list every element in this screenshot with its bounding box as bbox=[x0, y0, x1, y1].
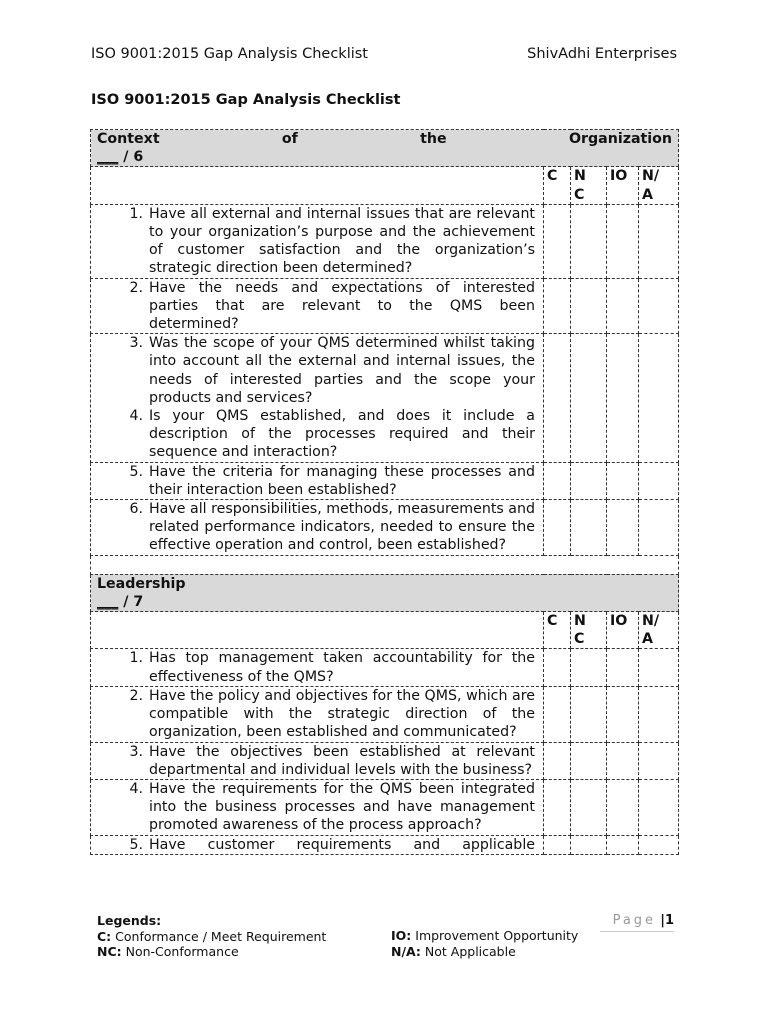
legends-title: Legends: bbox=[97, 913, 162, 928]
col-c: C bbox=[544, 612, 571, 649]
column-header-row bbox=[91, 167, 679, 204]
question-row: 5. Have the criteria for managing these processes and their interaction been established? bbox=[91, 462, 679, 499]
checkbox-c[interactable] bbox=[544, 334, 571, 462]
checkbox-na[interactable] bbox=[639, 462, 679, 499]
legends-block-2 bbox=[391, 928, 578, 959]
checkbox-na[interactable] bbox=[639, 686, 679, 742]
col-nc: N C bbox=[571, 612, 607, 649]
question-text: Is your QMS established, and does it include a description of the processes required and their sequence and interaction? bbox=[149, 408, 535, 461]
legend-nc: NC: Non-Conformance bbox=[97, 944, 239, 959]
checkbox-nc[interactable] bbox=[571, 835, 607, 854]
checkbox-c[interactable] bbox=[544, 742, 571, 779]
checklist-table bbox=[90, 129, 679, 855]
question-text: Has top management taken accountability for the effectiveness of the QMS? bbox=[149, 650, 535, 685]
checkbox-io[interactable] bbox=[607, 649, 639, 686]
question-text: Have the requirements for the QMS been integrated into the business processes and have management promoted awareness of the process approach? bbox=[149, 780, 535, 834]
col-io: IO bbox=[607, 167, 639, 204]
question-text: Have customer requirements and applicable bbox=[149, 836, 535, 853]
checkbox-io[interactable] bbox=[607, 742, 639, 779]
checkbox-na[interactable] bbox=[639, 500, 679, 556]
question-text: Have all responsibilities, methods, measurements and related performance indicators, needed to ensure the effective operation and control, been established? bbox=[149, 501, 535, 554]
checkbox-c[interactable] bbox=[544, 204, 571, 278]
question-row: 1. Has top management taken accountability for the effectiveness of the QMS? bbox=[91, 649, 679, 686]
checkbox-na[interactable] bbox=[639, 742, 679, 779]
question-row: 3. Was the scope of your QMS determined whilst taking into account all the external and internal issues, the needs of interested parties and the scope your products and services? 4. Is your QMS established, and does it include a description of the processes required and their sequence and interaction? bbox=[91, 334, 679, 462]
col-na: N/ A bbox=[639, 167, 679, 204]
checkbox-nc[interactable] bbox=[571, 278, 607, 334]
checkbox-na[interactable] bbox=[639, 835, 679, 854]
question-row: 2. Have the policy and objectives for the QMS, which are compatible with the strategic direction of the organization, been established and communicated? bbox=[91, 686, 679, 742]
question-row: 1. Have all external and internal issues that are relevant to your organization’s purpose and the achievement of customer satisfaction and the organization’s strategic direction been determined? bbox=[91, 204, 679, 278]
checkbox-io[interactable] bbox=[607, 779, 639, 835]
question-row: 4. Have the requirements for the QMS been integrated into the business processes and have management promoted awareness of the process approach? bbox=[91, 779, 679, 835]
question-row: 5. Have customer requirements and applicable bbox=[91, 835, 679, 854]
page-title: ISO 9001:2015 Gap Analysis Checklist bbox=[91, 92, 401, 108]
checkbox-io[interactable] bbox=[607, 686, 639, 742]
question-row: 3. Have the objectives been established at relevant departmental and individual levels with the business? bbox=[91, 742, 679, 779]
checkbox-na[interactable] bbox=[639, 278, 679, 334]
column-header-row bbox=[91, 612, 679, 649]
checkbox-na[interactable] bbox=[639, 779, 679, 835]
question-text: Was the scope of your QMS determined whilst taking into account all the external and internal issues, the needs of interested parties and the scope your products and services? bbox=[149, 335, 535, 406]
checkbox-io[interactable] bbox=[607, 278, 639, 334]
section-title: Context of the Organization bbox=[97, 131, 673, 147]
checkbox-c[interactable] bbox=[544, 500, 571, 556]
checkbox-c[interactable] bbox=[544, 462, 571, 499]
section-title: Leadership bbox=[97, 575, 186, 592]
section-score: ___ / 7 bbox=[97, 593, 144, 610]
col-io: IO bbox=[607, 612, 639, 649]
checkbox-nc[interactable] bbox=[571, 500, 607, 556]
legend-na: N/A: Not Applicable bbox=[391, 943, 516, 959]
spacer-row bbox=[91, 555, 679, 574]
checkbox-io[interactable] bbox=[607, 500, 639, 556]
section-header-context bbox=[91, 130, 679, 167]
checkbox-io[interactable] bbox=[607, 462, 639, 499]
legends-block bbox=[97, 913, 326, 960]
legend-c: C: Conformance / Meet Requirement bbox=[97, 928, 327, 944]
question-row: 2. Have the needs and expectations of interested parties that are relevant to the QMS been determined? bbox=[91, 278, 679, 334]
checkbox-c[interactable] bbox=[544, 649, 571, 686]
checkbox-nc[interactable] bbox=[571, 649, 607, 686]
col-na: N/ A bbox=[639, 612, 679, 649]
header-document-title: ISO 9001:2015 Gap Analysis Checklist bbox=[91, 46, 368, 62]
checkbox-nc[interactable] bbox=[571, 779, 607, 835]
checkbox-c[interactable] bbox=[544, 835, 571, 854]
legend-io: IO: Improvement Opportunity bbox=[391, 928, 579, 943]
question-text: Have the objectives been established at relevant departmental and individual levels with the business? bbox=[149, 743, 535, 778]
header-company-name: ShivAdhi Enterprises bbox=[527, 46, 677, 62]
page-number: Page |1 bbox=[600, 913, 674, 932]
question-row: 6. Have all responsibilities, methods, measurements and related performance indicators, needed to ensure the effective operation and control, been established? bbox=[91, 500, 679, 556]
checkbox-nc[interactable] bbox=[571, 334, 607, 462]
checkbox-io[interactable] bbox=[607, 835, 639, 854]
section-header-leadership bbox=[91, 574, 679, 611]
checkbox-nc[interactable] bbox=[571, 462, 607, 499]
checkbox-nc[interactable] bbox=[571, 686, 607, 742]
checkbox-na[interactable] bbox=[639, 649, 679, 686]
checkbox-c[interactable] bbox=[544, 686, 571, 742]
checkbox-c[interactable] bbox=[544, 779, 571, 835]
question-text: Have the needs and expectations of interested parties that are relevant to the QMS been determined? bbox=[149, 279, 535, 333]
checkbox-na[interactable] bbox=[639, 334, 679, 462]
question-text: Have the criteria for managing these processes and their interaction been established? bbox=[149, 463, 535, 498]
col-c: C bbox=[544, 167, 571, 204]
col-nc: N C bbox=[571, 167, 607, 204]
checkbox-nc[interactable] bbox=[571, 742, 607, 779]
checkbox-nc[interactable] bbox=[571, 204, 607, 278]
checkbox-io[interactable] bbox=[607, 334, 639, 462]
section-score: ___ / 6 bbox=[97, 149, 144, 166]
checkbox-c[interactable] bbox=[544, 278, 571, 334]
question-text: Have the policy and objectives for the QMS, which are compatible with the strategic direction of the organization, been established and communicated? bbox=[149, 687, 535, 741]
question-text: Have all external and internal issues that are relevant to your organization’s purpose and the achievement of customer satisfaction and the organization’s strategic direction been determined? bbox=[149, 205, 535, 277]
checkbox-io[interactable] bbox=[607, 204, 639, 278]
checkbox-na[interactable] bbox=[639, 204, 679, 278]
